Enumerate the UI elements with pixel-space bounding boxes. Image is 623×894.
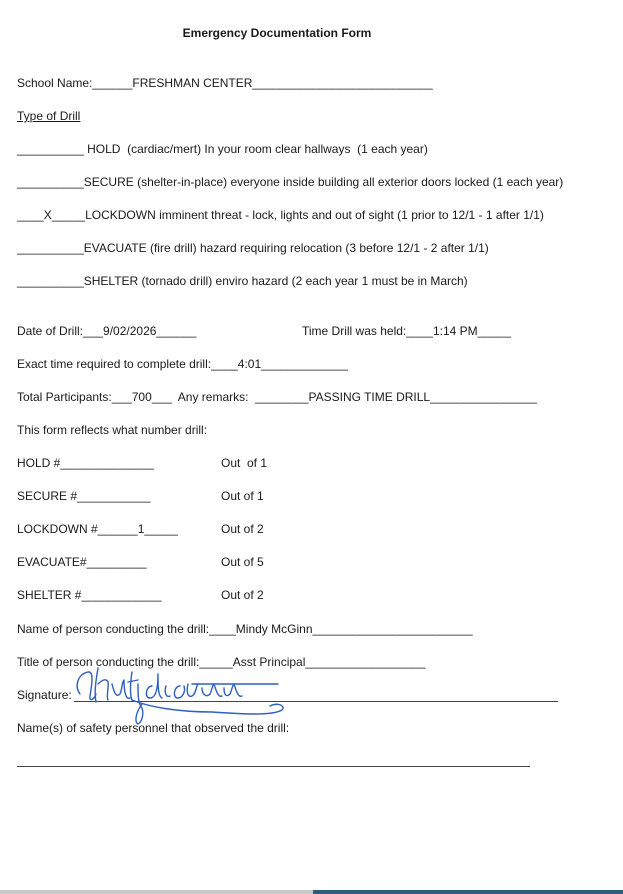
drill-type-shelter: __________SHELTER (tornado drill) enviro hazard (2 each year 1 must be in March): [17, 274, 468, 288]
number-drill-line: This form reflects what number drill:: [17, 423, 208, 437]
evacuate-out-of: Out of 5: [221, 555, 264, 569]
time-held-line: Time Drill was held:____1:14 PM_____: [302, 324, 511, 338]
hold-count-label: HOLD #______________: [17, 456, 154, 470]
drill-type-secure: __________SECURE (shelter-in-place) everyone inside building all exterior doors locked (1 each year): [17, 175, 564, 189]
drill-type-lockdown: ____X_____LOCKDOWN imminent threat - lock, lights and out of sight (1 prior to 12/1 - 1 after 1/1): [17, 208, 544, 222]
conductor-title-line: Title of person conducting the drill:_____Asst Principal__________________: [17, 655, 426, 669]
conductor-name-line: Name of person conducting the drill:____Mindy McGinn________________________: [17, 622, 473, 636]
secure-out-of: Out of 1: [221, 489, 264, 503]
signature-label: Signature:: [17, 688, 72, 702]
shelter-count-label: SHELTER #____________: [17, 588, 162, 602]
window-bottom-bar: [0, 890, 623, 894]
school-name-line: School Name:______FRESHMAN CENTER___________________________: [17, 76, 433, 90]
window-bottom-accent: [313, 890, 623, 894]
lockdown-count-label: LOCKDOWN #______1_____: [17, 522, 178, 536]
handwritten-signature: [72, 664, 292, 728]
date-of-drill-line: Date of Drill:___9/02/2026______: [17, 324, 197, 338]
lockdown-out-of: Out of 2: [221, 522, 264, 536]
type-of-drill-heading: Type of Drill: [17, 109, 81, 123]
drill-type-hold: __________ HOLD (cardiac/mert) In your room clear hallways (1 each year): [17, 142, 428, 156]
drill-type-evacuate: __________EVACUATE (fire drill) hazard requiring relocation (3 before 12/1 - 2 after 1/1): [17, 241, 489, 255]
shelter-out-of: Out of 2: [221, 588, 264, 602]
secure-count-label: SECURE #___________: [17, 489, 151, 503]
evacuate-count-label: EVACUATE#_________: [17, 555, 147, 569]
exact-time-line: Exact time required to complete drill:____4:01_____________: [17, 357, 348, 371]
observers-line: Name(s) of safety personnel that observed the drill:: [17, 721, 290, 735]
observers-rule: [17, 766, 530, 767]
participants-remarks-line: Total Participants:___700___ Any remarks: ________PASSING TIME DRILL________________: [17, 390, 537, 404]
hold-out-of: Out of 1: [221, 456, 268, 470]
form-title: Emergency Documentation Form: [182, 26, 372, 40]
